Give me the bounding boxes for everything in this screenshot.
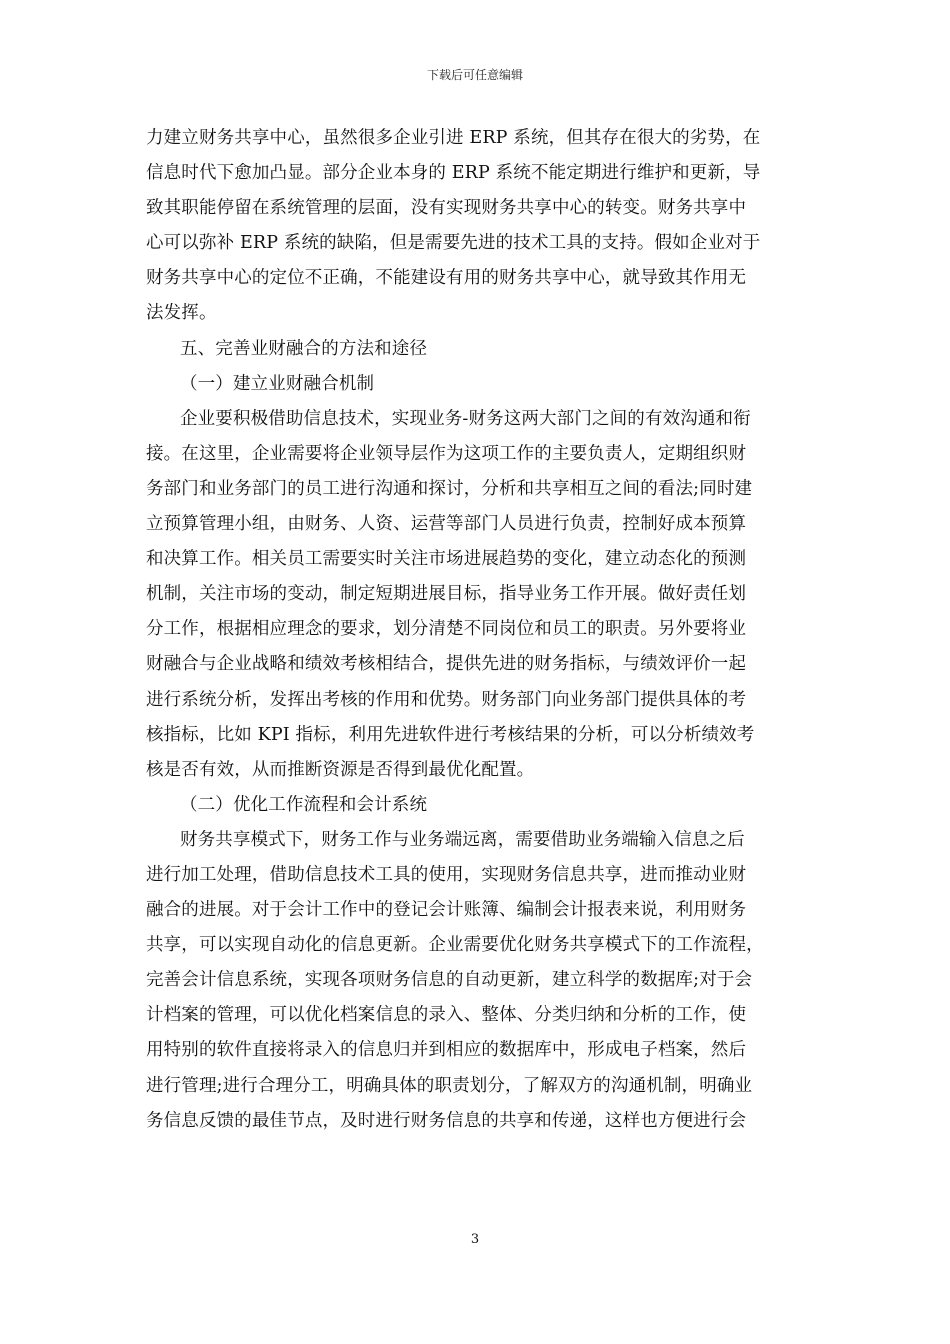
text-line: 机制，关注市场的变动，制定短期进展目标，指导业务工作开展。做好责任划	[146, 584, 747, 605]
text-line: 财务共享模式下，财务工作与业务端远离，需要借助业务端输入信息之后	[180, 829, 745, 850]
text-line: 核指标，比如 KPI 指标，利用先进软件进行考核结果的分析，可以分析绩效考	[146, 724, 755, 745]
text-line: 分工作，根据相应理念的要求，划分清楚不同岗位和员工的职责。另外要将业	[146, 619, 747, 640]
page-header: 下载后可任意编辑	[426, 68, 523, 82]
text-line: 企业要积极借助信息技术，实现业务-财务这两大部门之间的有效沟通和衔	[180, 408, 751, 429]
text-line: 共享，可以实现自动化的信息更新。企业需要优化财务共享模式下的工作流程，	[146, 935, 764, 956]
text-line: 财融合与企业战略和绩效考核相结合，提供先进的财务指标，与绩效评价一起	[146, 654, 747, 675]
text-line: 心可以弥补 ERP 系统的缺陷，但是需要先进的技术工具的支持。假如企业对于	[146, 233, 761, 254]
text-line: 接。在这里，企业需要将企业领导层作为这项工作的主要负责人，定期组织财	[146, 443, 747, 464]
text-line: 用特别的软件直接将录入的信息归并到相应的数据库中，形成电子档案，然后	[146, 1040, 747, 1061]
text-line: 融合的进展。对于会计工作中的登记会计账簿、编制会计报表来说，利用财务	[146, 900, 747, 921]
text-line: 核是否有效，从而推断资源是否得到最优化配置。	[146, 759, 535, 780]
text-line: 信息时代下愈加凸显。部分企业本身的 ERP 系统不能定期进行维护和更新，导	[146, 163, 761, 184]
text-line: （二）优化工作流程和会计系统	[180, 794, 428, 815]
text-line: 和决算工作。相关员工需要实时关注市场进展趋势的变化，建立动态化的预测	[146, 549, 747, 570]
text-line: 财务共享中心的定位不正确，不能建设有用的财务共享中心，就导致其作用无	[146, 268, 747, 289]
body-text	[146, 121, 808, 1139]
text-line: 计档案的管理，可以优化档案信息的录入、整体、分类归纳和分析的工作，使	[146, 1005, 747, 1026]
text-line: 法发挥。	[146, 303, 217, 324]
text-line: 五、完善业财融合的方法和途径	[180, 338, 428, 359]
text-line: 进行系统分析，发挥出考核的作用和优势。财务部门向业务部门提供具体的考	[146, 689, 747, 710]
text-line: 完善会计信息系统，实现各项财务信息的自动更新，建立科学的数据库;对于会	[146, 970, 753, 991]
text-line: 务部门和业务部门的员工进行沟通和探讨，分析和共享相互之间的看法;同时建	[146, 478, 753, 499]
text-line: 务信息反馈的最佳节点，及时进行财务信息的共享和传递，这样也方便进行会	[146, 1110, 747, 1131]
text-line: 进行加工处理，借助信息技术工具的使用，实现财务信息共享，进而推动业财	[146, 864, 747, 885]
text-line: 立预算管理小组，由财务、人资、运营等部门人员进行负责，控制好成本预算	[146, 514, 747, 535]
text-line: 进行管理;进行合理分工，明确具体的职责划分，了解双方的沟通机制，明确业	[146, 1075, 753, 1096]
page-number: 3	[470, 1232, 480, 1247]
text-line: 力建立财务共享中心，虽然很多企业引进 ERP 系统，但其存在很大的劣势，在	[146, 128, 761, 148]
text-line: 致其职能停留在系统管理的层面，没有实现财务共享中心的转变。财务共享中	[146, 198, 747, 219]
text-line: （一）建立业财融合机制	[180, 373, 375, 394]
